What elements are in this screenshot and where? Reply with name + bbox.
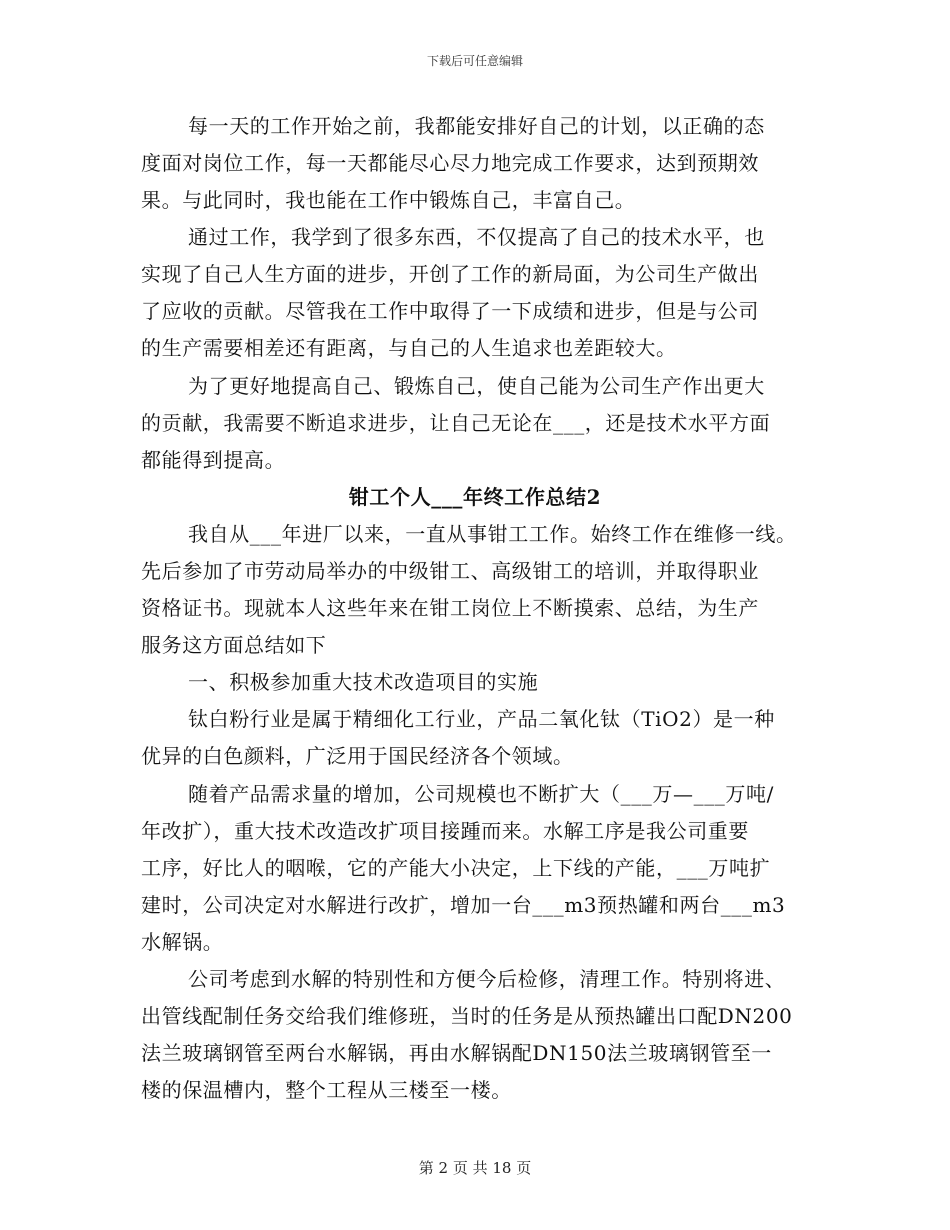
text-line: 的生产需要相差还有距离，与自己的人生追求也差距较大。 bbox=[141, 336, 677, 360]
text-line: 法兰玻璃钢管至两台水解锅，再由水解锅配DN150法兰玻璃钢管至一 bbox=[141, 1041, 772, 1065]
page-footer: 第 2 页 共 18 页 bbox=[418, 1159, 532, 1177]
text-line: 先后参加了市劳动局举办的中级钳工、高级钳工的培训，并取得职业 bbox=[141, 559, 759, 583]
text-line: 果。与此同时，我也能在工作中锻炼自己，丰富自己。 bbox=[141, 188, 636, 212]
text-line: 了应收的贡献。尽管我在工作中取得了一下成绩和进步，但是与公司 bbox=[141, 299, 759, 323]
text-line: 工序，好比人的咽喉，它的产能大小决定，上下线的产能，___万吨扩 bbox=[141, 856, 771, 880]
text-line: 实现了自己人生方面的进步，开创了工作的新局面，为公司生产做出 bbox=[141, 262, 759, 286]
text-line: 通过工作，我学到了很多东西，不仅提高了自己的技术水平，也 bbox=[188, 225, 765, 249]
text-line: 钛白粉行业是属于精细化工行业，产品二氧化钛（TiO2）是一种 bbox=[188, 707, 775, 731]
text-line: 我自从___年进厂以来，一直从事钳工工作。始终工作在维修一线。 bbox=[188, 522, 797, 546]
text-line: 年改扩），重大技术改造改扩项目接踵而来。水解工序是我公司重要 bbox=[141, 819, 749, 843]
text-line: 楼的保温槽内，整个工程从三楼至一楼。 bbox=[141, 1078, 512, 1102]
page-header: 下载后可任意编辑 bbox=[426, 54, 523, 68]
text-line: 随着产品需求量的增加，公司规模也不断扩大（___万—___万吨/ bbox=[188, 782, 774, 806]
text-line: 资格证书。现就本人这些年来在钳工岗位上不断摸索、总结，为生产 bbox=[141, 596, 759, 620]
text-line: 服务这方面总结如下 bbox=[141, 633, 327, 657]
text-line: 每一天的工作开始之前，我都能安排好自己的计划，以正确的态 bbox=[188, 114, 765, 138]
text-line: 为了更好地提高自己、锻炼自己，使自己能为公司生产作出更大 bbox=[188, 374, 765, 398]
text-line: 优异的白色颜料，广泛用于国民经济各个领域。 bbox=[141, 744, 574, 768]
text-line: 的贡献，我需要不断追求进步，让自己无论在___，还是技术水平方面 bbox=[141, 411, 771, 435]
section-title: 钳工个人___年终工作总结2 bbox=[348, 485, 602, 509]
text-line: 都能得到提高。 bbox=[141, 448, 286, 472]
text-line: 公司考虑到水解的特别性和方便今后检修，清理工作。特别将进、 bbox=[188, 967, 786, 991]
text-line: 建时，公司决定对水解进行改扩，增加一台___m3预热罐和两台___m3 bbox=[141, 893, 786, 917]
subheading: 一、积极参加重大技术改造项目的实施 bbox=[188, 670, 539, 694]
text-line: 出管线配制任务交给我们维修班，当时的任务是从预热罐出口配DN200 bbox=[141, 1004, 793, 1028]
text-line: 水解锅。 bbox=[141, 930, 224, 954]
text-line: 度面对岗位工作，每一天都能尽心尽力地完成工作要求，达到预期效 bbox=[141, 151, 759, 175]
